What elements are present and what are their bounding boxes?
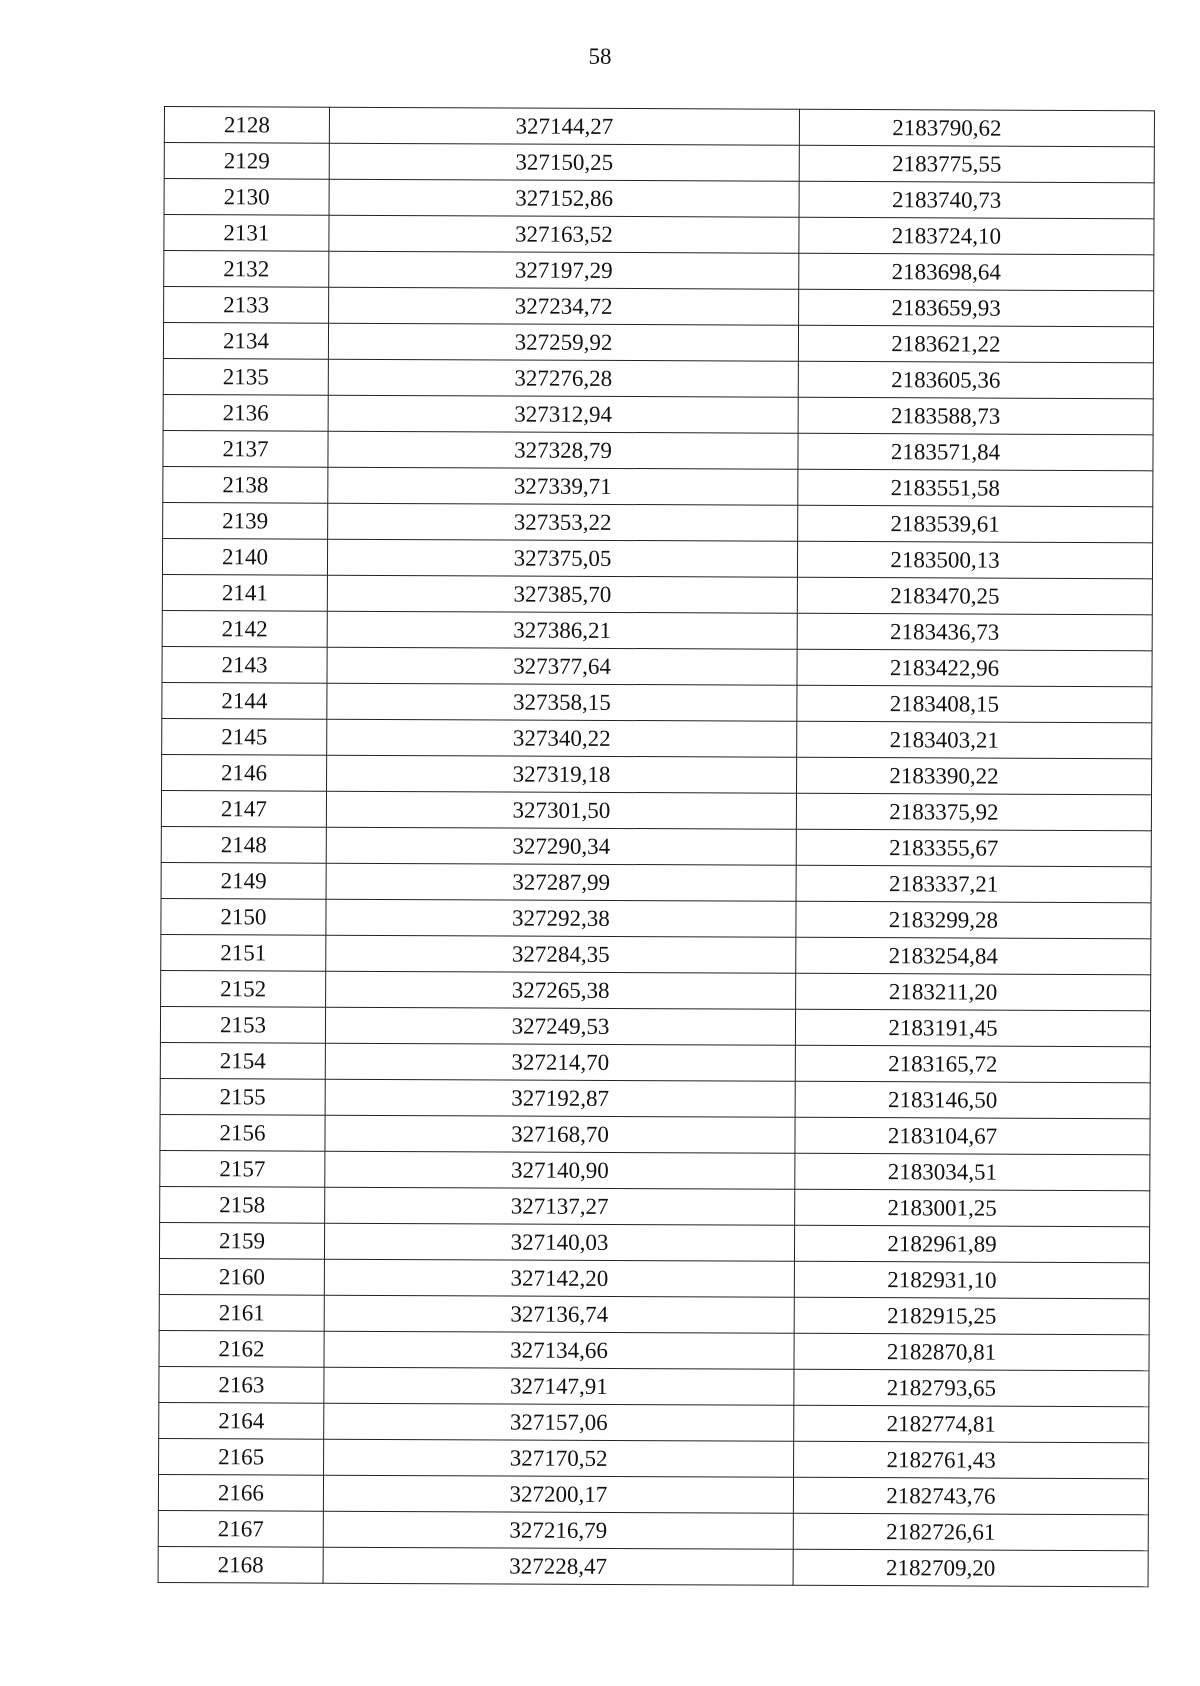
page-number: 58 [588, 44, 612, 69]
x-coordinate-cell: 327192,87 [325, 1079, 795, 1117]
table-row [159, 1222, 1149, 1262]
x-coordinate-cell: 327312,94 [328, 395, 798, 433]
y-coordinate-cell: 2183724,10 [799, 217, 1154, 255]
x-coordinate-cell: 327249,53 [325, 1007, 795, 1045]
point-number-cell: 2149 [161, 862, 326, 899]
table-row [164, 251, 1154, 291]
table-row [159, 1258, 1149, 1298]
x-coordinate-cell: 327214,70 [325, 1043, 795, 1081]
point-number-cell: 2168 [158, 1546, 323, 1583]
point-number-cell: 2147 [161, 790, 326, 827]
point-number-cell: 2162 [159, 1330, 324, 1367]
coordinates-table-container [158, 106, 1154, 1587]
table-row [163, 466, 1153, 506]
table-row [162, 538, 1152, 578]
x-coordinate-cell: 327136,74 [324, 1295, 794, 1333]
x-coordinate-cell: 327276,28 [328, 359, 798, 397]
point-number-cell: 2167 [158, 1510, 323, 1547]
table-row [163, 502, 1153, 542]
x-coordinate-cell: 327386,21 [327, 611, 797, 649]
point-number-cell: 2163 [159, 1366, 324, 1403]
y-coordinate-cell: 2183571,84 [798, 433, 1153, 471]
x-coordinate-cell: 327216,79 [323, 1511, 793, 1549]
y-coordinate-cell: 2183539,61 [798, 505, 1153, 543]
table-row [161, 826, 1151, 866]
x-coordinate-cell: 327152,86 [329, 179, 799, 217]
y-coordinate-cell: 2183422,96 [797, 649, 1152, 687]
point-number-cell: 2146 [162, 754, 327, 791]
table-row [162, 646, 1152, 686]
x-coordinate-cell: 327197,29 [329, 251, 799, 289]
x-coordinate-cell: 327168,70 [325, 1115, 795, 1153]
point-number-cell: 2150 [161, 898, 326, 935]
point-number-cell: 2128 [164, 107, 329, 144]
table-row [164, 179, 1154, 219]
table-row [161, 934, 1151, 974]
point-number-cell: 2130 [164, 179, 329, 216]
table-row [162, 718, 1152, 758]
point-number-cell: 2144 [162, 682, 327, 719]
y-coordinate-cell: 2182743,76 [793, 1477, 1148, 1515]
point-number-cell: 2159 [159, 1222, 324, 1259]
x-coordinate-cell: 327234,72 [329, 287, 799, 325]
x-coordinate-cell: 327265,38 [326, 971, 796, 1009]
y-coordinate-cell: 2183375,92 [796, 793, 1151, 831]
y-coordinate-cell: 2182915,25 [794, 1297, 1149, 1335]
table-row [162, 610, 1152, 650]
table-row [159, 1366, 1149, 1406]
point-number-cell: 2143 [162, 646, 327, 683]
y-coordinate-cell: 2183408,15 [797, 685, 1152, 723]
table-row [160, 1114, 1150, 1154]
point-number-cell: 2165 [159, 1438, 324, 1475]
x-coordinate-cell: 327377,64 [327, 647, 797, 685]
x-coordinate-cell: 327353,22 [328, 503, 798, 541]
x-coordinate-cell: 327200,17 [323, 1475, 793, 1513]
point-number-cell: 2154 [160, 1042, 325, 1079]
point-number-cell: 2166 [158, 1474, 323, 1511]
y-coordinate-cell: 2182961,89 [794, 1225, 1149, 1263]
point-number-cell: 2129 [164, 143, 329, 180]
point-number-cell: 2151 [161, 934, 326, 971]
table-row [163, 394, 1153, 434]
point-number-cell: 2132 [164, 251, 329, 288]
point-number-cell: 2138 [163, 466, 328, 503]
y-coordinate-cell: 2183299,28 [796, 901, 1151, 939]
point-number-cell: 2137 [163, 430, 328, 467]
x-coordinate-cell: 327284,35 [326, 935, 796, 973]
y-coordinate-cell: 2183001,25 [795, 1189, 1150, 1227]
table-row [160, 1042, 1150, 1082]
y-coordinate-cell: 2183551,58 [798, 469, 1153, 507]
y-coordinate-cell: 2183790,62 [799, 109, 1154, 147]
point-number-cell: 2164 [159, 1402, 324, 1439]
table-row [159, 1438, 1149, 1478]
point-number-cell: 2136 [163, 394, 328, 431]
table-row [164, 215, 1154, 255]
table-row [161, 790, 1151, 830]
point-number-cell: 2161 [159, 1294, 324, 1331]
point-number-cell: 2157 [160, 1150, 325, 1187]
x-coordinate-cell: 327319,18 [327, 755, 797, 793]
table-row [160, 1150, 1150, 1190]
y-coordinate-cell: 2183146,50 [795, 1081, 1150, 1119]
x-coordinate-cell: 327144,27 [329, 107, 799, 145]
point-number-cell: 2160 [159, 1258, 324, 1295]
y-coordinate-cell: 2183337,21 [796, 865, 1151, 903]
table-row [162, 574, 1152, 614]
y-coordinate-cell: 2183659,93 [799, 289, 1154, 327]
y-coordinate-cell: 2183605,36 [798, 361, 1153, 399]
table-row [161, 970, 1151, 1010]
point-number-cell: 2153 [160, 1006, 325, 1043]
x-coordinate-cell: 327140,90 [325, 1151, 795, 1189]
point-number-cell: 2133 [164, 287, 329, 324]
y-coordinate-cell: 2182761,43 [794, 1441, 1149, 1479]
point-number-cell: 2155 [160, 1078, 325, 1115]
table-row [158, 1474, 1148, 1514]
x-coordinate-cell: 327142,20 [324, 1259, 794, 1297]
table-row [161, 862, 1151, 902]
x-coordinate-cell: 327137,27 [325, 1187, 795, 1225]
y-coordinate-cell: 2183355,67 [796, 829, 1151, 867]
x-coordinate-cell: 327157,06 [324, 1403, 794, 1441]
y-coordinate-cell: 2183500,13 [797, 541, 1152, 579]
x-coordinate-cell: 327375,05 [327, 539, 797, 577]
x-coordinate-cell: 327287,99 [326, 863, 796, 901]
coordinates-table [158, 106, 1155, 1587]
point-number-cell: 2139 [163, 502, 328, 539]
y-coordinate-cell: 2183588,73 [798, 397, 1153, 435]
y-coordinate-cell: 2183211,20 [796, 973, 1151, 1011]
y-coordinate-cell: 2182793,65 [794, 1369, 1149, 1407]
y-coordinate-cell: 2183104,67 [795, 1117, 1150, 1155]
point-number-cell: 2140 [162, 538, 327, 575]
coordinates-table-body [158, 107, 1154, 1587]
table-row [163, 323, 1153, 363]
y-coordinate-cell: 2183165,72 [795, 1045, 1150, 1083]
x-coordinate-cell: 327340,22 [327, 719, 797, 757]
y-coordinate-cell: 2183470,25 [797, 577, 1152, 615]
y-coordinate-cell: 2182931,10 [794, 1261, 1149, 1299]
table-row [160, 1186, 1150, 1226]
y-coordinate-cell: 2183390,22 [797, 757, 1152, 795]
table-row [158, 1546, 1148, 1586]
point-number-cell: 2152 [161, 970, 326, 1007]
y-coordinate-cell: 2182774,81 [794, 1405, 1149, 1443]
table-row [164, 287, 1154, 327]
y-coordinate-cell: 2183621,22 [798, 325, 1153, 363]
x-coordinate-cell: 327170,52 [324, 1439, 794, 1477]
point-number-cell: 2142 [162, 610, 327, 647]
y-coordinate-cell: 2182709,20 [793, 1549, 1148, 1587]
x-coordinate-cell: 327385,70 [327, 575, 797, 613]
point-number-cell: 2134 [163, 323, 328, 360]
x-coordinate-cell: 327150,25 [329, 143, 799, 181]
x-coordinate-cell: 327358,15 [327, 683, 797, 721]
y-coordinate-cell: 2183034,51 [795, 1153, 1150, 1191]
x-coordinate-cell: 327163,52 [329, 215, 799, 253]
x-coordinate-cell: 327140,03 [324, 1223, 794, 1261]
x-coordinate-cell: 327147,91 [324, 1367, 794, 1405]
table-row [159, 1330, 1149, 1370]
table-row [164, 143, 1154, 183]
table-row [159, 1294, 1149, 1334]
table-row [158, 1510, 1148, 1550]
y-coordinate-cell: 2183191,45 [795, 1009, 1150, 1047]
point-number-cell: 2135 [163, 358, 328, 395]
x-coordinate-cell: 327290,34 [326, 827, 796, 865]
table-row [164, 107, 1154, 147]
x-coordinate-cell: 327292,38 [326, 899, 796, 937]
x-coordinate-cell: 327328,79 [328, 431, 798, 469]
table-row [160, 1078, 1150, 1118]
table-row [160, 1006, 1150, 1046]
x-coordinate-cell: 327339,71 [328, 467, 798, 505]
x-coordinate-cell: 327134,66 [324, 1331, 794, 1369]
x-coordinate-cell: 327228,47 [323, 1547, 793, 1585]
table-row [162, 682, 1152, 722]
y-coordinate-cell: 2183254,84 [796, 937, 1151, 975]
point-number-cell: 2131 [164, 215, 329, 252]
point-number-cell: 2158 [160, 1186, 325, 1223]
y-coordinate-cell: 2182870,81 [794, 1333, 1149, 1371]
table-row [162, 754, 1152, 794]
x-coordinate-cell: 327259,92 [328, 323, 798, 361]
point-number-cell: 2145 [162, 718, 327, 755]
point-number-cell: 2156 [160, 1114, 325, 1151]
x-coordinate-cell: 327301,50 [326, 791, 796, 829]
table-row [159, 1402, 1149, 1442]
y-coordinate-cell: 2183775,55 [799, 145, 1154, 183]
y-coordinate-cell: 2182726,61 [793, 1513, 1148, 1551]
y-coordinate-cell: 2183403,21 [797, 721, 1152, 759]
point-number-cell: 2141 [162, 574, 327, 611]
y-coordinate-cell: 2183698,64 [799, 253, 1154, 291]
y-coordinate-cell: 2183740,73 [799, 181, 1154, 219]
point-number-cell: 2148 [161, 826, 326, 863]
table-row [163, 358, 1153, 398]
table-row [161, 898, 1151, 938]
table-row [163, 430, 1153, 470]
y-coordinate-cell: 2183436,73 [797, 613, 1152, 651]
